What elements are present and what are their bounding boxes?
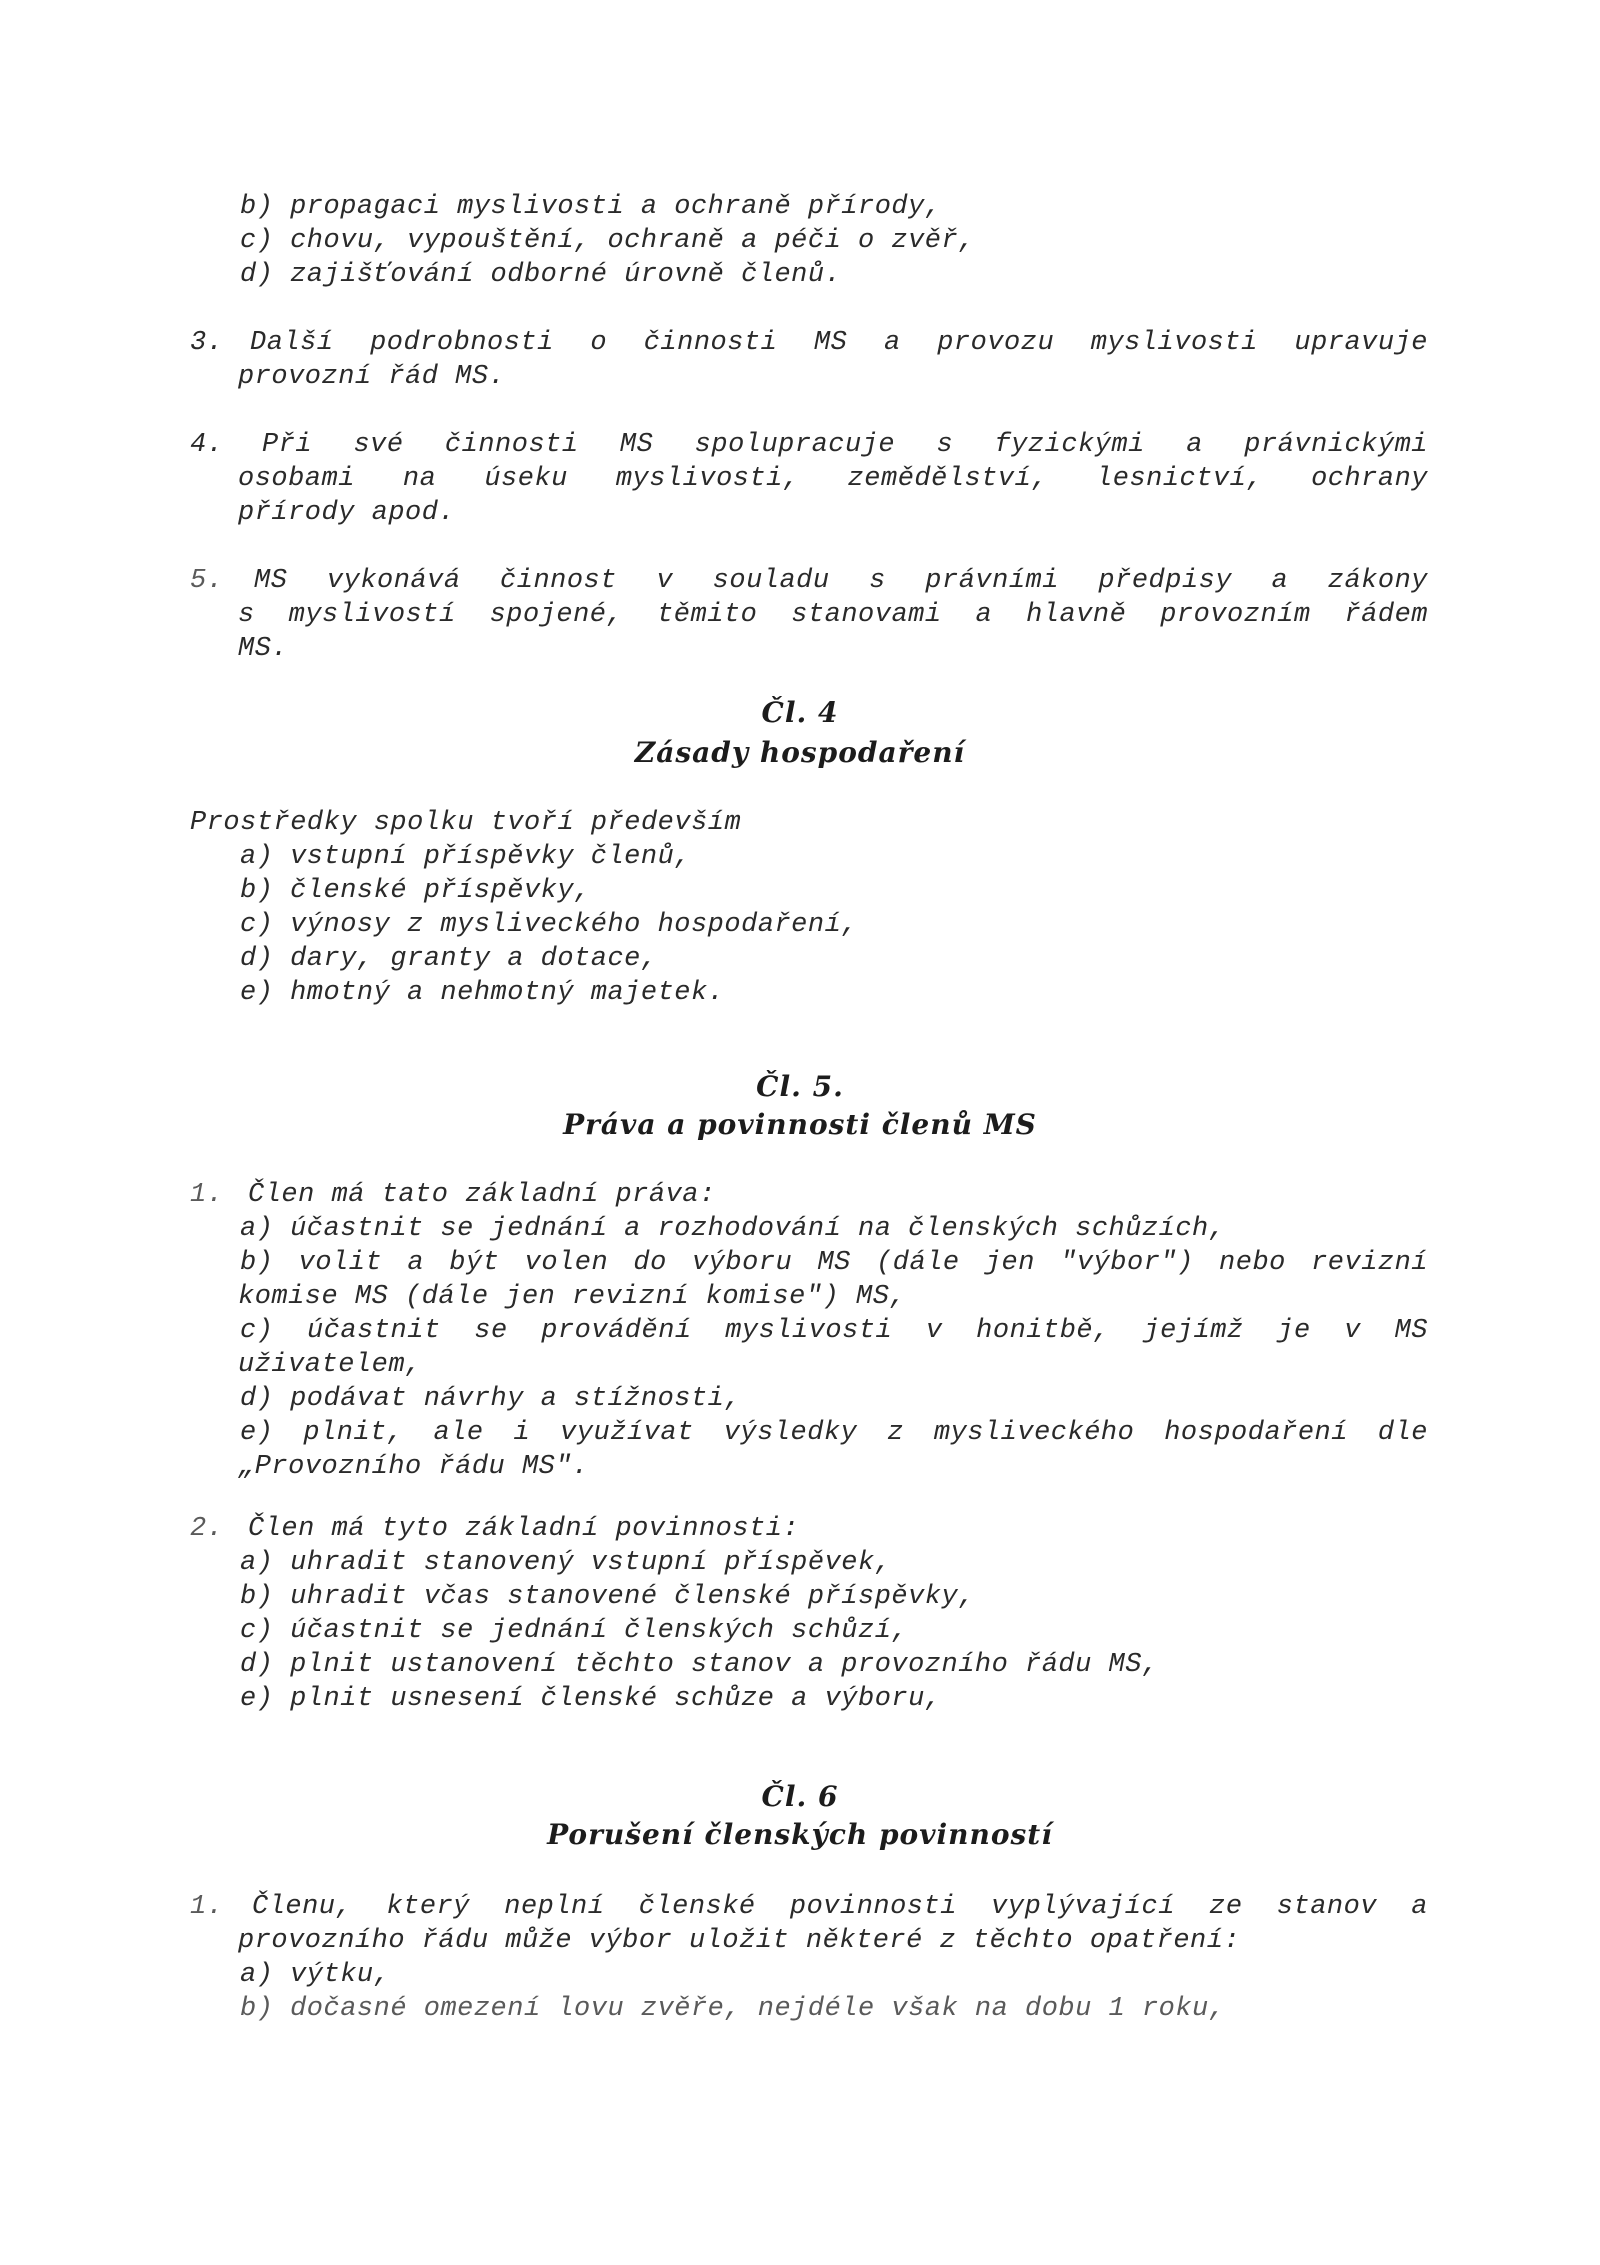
paragraph-number: 1. xyxy=(190,1892,224,1922)
list-item: d) podávat návrhy a stížnosti, xyxy=(240,1384,742,1414)
article-6-title: Porušení členských povinností xyxy=(547,1818,1053,1851)
list-item: e) plnit usnesení členské schůze a výboru, xyxy=(240,1684,942,1714)
list-item: c) účastnit se jednání členských schůzí, xyxy=(240,1616,909,1646)
paragraph-5-line-1: MS vykonává činnost v souladu s právními předpisy a zákony xyxy=(254,566,1428,596)
list-item: c) účastnit se provádění myslivosti v honitbě, jejímž je v MS xyxy=(240,1316,1428,1346)
paragraph-3-line-2: provozní řád MS. xyxy=(238,362,506,392)
list-item: e) hmotný a nehmotný majetek. xyxy=(240,978,725,1008)
list-item: c) chovu, vypouštění, ochraně a péči o zvěř, xyxy=(240,226,975,256)
paragraph-4-line-2: osobami na úseku myslivosti, zemědělství, lesnictví, ochrany xyxy=(238,464,1428,494)
list-item: a) výtku, xyxy=(240,1960,391,1990)
list-item: a) uhradit stanovený vstupní příspěvek, xyxy=(240,1548,892,1578)
section-heading: Člen má tato základní práva: xyxy=(248,1180,716,1210)
list-item: c) výnosy z mysliveckého hospodaření, xyxy=(240,910,858,940)
article-6-heading: Čl. 6 xyxy=(761,1780,839,1813)
paragraph-5-line-2: s myslivostí spojené, těmito stanovami a hlavně provozním řádem xyxy=(238,600,1428,630)
article-6-line-1: Členu, který neplní členské povinnosti vyplývající ze stanov a xyxy=(252,1892,1428,1922)
list-item: d) plnit ustanovení těchto stanov a provozního řádu MS, xyxy=(240,1650,1159,1680)
section-heading: Člen má tyto základní povinnosti: xyxy=(248,1514,800,1544)
article-4-intro: Prostředky spolku tvoří především xyxy=(190,808,742,838)
paragraph-4-line-1: Při své činnosti MS spolupracuje s fyzickými a právnickými xyxy=(262,430,1428,460)
paragraph-number: 2. xyxy=(190,1514,224,1544)
list-item: b) uhradit včas stanovené členské příspěvky, xyxy=(240,1582,975,1612)
list-item-continuation: uživatelem, xyxy=(238,1350,422,1380)
list-item: b) volit a být volen do výboru MS (dále jen "výbor") nebo revizní xyxy=(240,1248,1428,1278)
paragraph-number: 4. xyxy=(190,430,224,460)
list-item: b) propagaci myslivosti a ochraně přírody, xyxy=(240,192,942,222)
article-4-title: Zásady hospodaření xyxy=(634,736,966,769)
article-5-heading: Čl. 5. xyxy=(756,1070,844,1103)
list-item-continuation: „Provozního řádu MS". xyxy=(238,1452,589,1482)
article-6-line-2: provozního řádu může výbor uložit některé z těchto opatření: xyxy=(238,1926,1241,1956)
list-item-continuation: komise MS (dále jen revizní komise") MS, xyxy=(238,1282,907,1312)
paragraph-number: 3. xyxy=(190,328,224,358)
paragraph-3-line-1: Další podrobnosti o činnosti MS a provozu myslivosti upravuje xyxy=(250,328,1428,358)
paragraph-4-line-3: přírody apod. xyxy=(238,498,456,528)
list-item: e) plnit, ale i využívat výsledky z mysliveckého hospodaření dle xyxy=(240,1418,1428,1448)
article-4-heading: Čl. 4 xyxy=(761,696,839,729)
paragraph-5-line-3: MS. xyxy=(238,634,289,664)
list-item: b) dočasné omezení lovu zvěře, nejdéle však na dobu 1 roku, xyxy=(240,1994,1226,2024)
article-5-title: Práva a povinnosti členů MS xyxy=(563,1108,1037,1141)
list-item: d) zajišťování odborné úrovně členů. xyxy=(240,260,842,290)
list-item: d) dary, granty a dotace, xyxy=(240,944,658,974)
list-item: b) členské příspěvky, xyxy=(240,876,591,906)
list-item: a) účastnit se jednání a rozhodování na členských schůzích, xyxy=(240,1214,1226,1244)
list-item: a) vstupní příspěvky členů, xyxy=(240,842,691,872)
paragraph-number: 1. xyxy=(190,1180,224,1210)
paragraph-number: 5. xyxy=(190,566,224,596)
